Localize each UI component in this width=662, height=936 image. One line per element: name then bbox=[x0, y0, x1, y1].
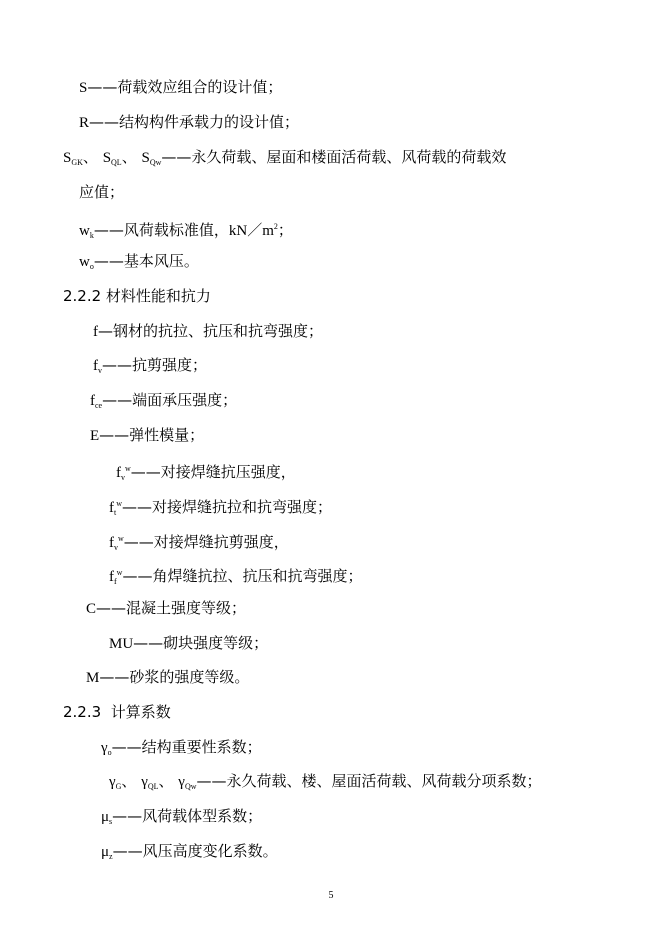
section-heading-2-2-3: 2.2.3 计算系数 bbox=[63, 703, 171, 721]
def-mu-s: $\mu_s——$风荷载体型系数； bbox=[101, 807, 263, 826]
def-gamma-o: $\gamma_o——$结构重要性系数； bbox=[101, 738, 262, 757]
def-wo: $w_o——$基本风压。 bbox=[79, 252, 199, 271]
def-ftw: $f_t^w——$对接焊缝抗拉和抗弯强度； bbox=[109, 498, 333, 517]
def-fvw-compression: $f_v^w——$对接焊缝抗压强度， bbox=[116, 463, 296, 482]
def-sgk: $S_{GK}$、 $S_{QL}$、 $S_{Qw}——$永久荷载、屋面和楼面活荷载、风荷载的荷载效 bbox=[63, 148, 507, 167]
def-fce: $f_{ce}——$端面承压强度； bbox=[90, 391, 238, 410]
def-mu: MU——砌块强度等级； bbox=[109, 634, 269, 652]
page-number: 5 bbox=[328, 890, 334, 901]
def-gamma-factors: $\gamma_G$、 $\gamma_{QL}$、 $\gamma_{Qw}——$永久荷载、楼、屋面活荷载、风荷载分项系数； bbox=[109, 772, 542, 791]
def-sgk-continuation: 应值； bbox=[79, 183, 125, 201]
def-mu-z: $\mu_z——$风压高度变化系数。 bbox=[101, 842, 278, 861]
def-c: C——混凝土强度等级； bbox=[86, 599, 247, 617]
def-ffw: $f_f^w——$角焊缝抗拉、抗压和抗弯强度； bbox=[109, 567, 363, 586]
section-heading-2-2-2: 2.2.2 材料性能和抗力 bbox=[63, 287, 211, 305]
def-s: S——荷载效应组合的设计值； bbox=[79, 78, 283, 96]
def-e: E——弹性模量； bbox=[90, 426, 205, 444]
def-fv: $f_v——$抗剪强度； bbox=[93, 356, 208, 375]
def-f: f—钢材的抗拉、抗压和抗弯强度； bbox=[93, 322, 324, 340]
def-m: M——砂浆的强度等级。 bbox=[86, 668, 250, 686]
def-fvw-shear: $f_v^w——$对接焊缝抗剪强度， bbox=[109, 533, 289, 552]
def-wk: $w_k——$风荷载标准值，$kN/m^2$； bbox=[79, 221, 293, 240]
def-r: R——结构构件承载力的设计值； bbox=[79, 113, 300, 131]
